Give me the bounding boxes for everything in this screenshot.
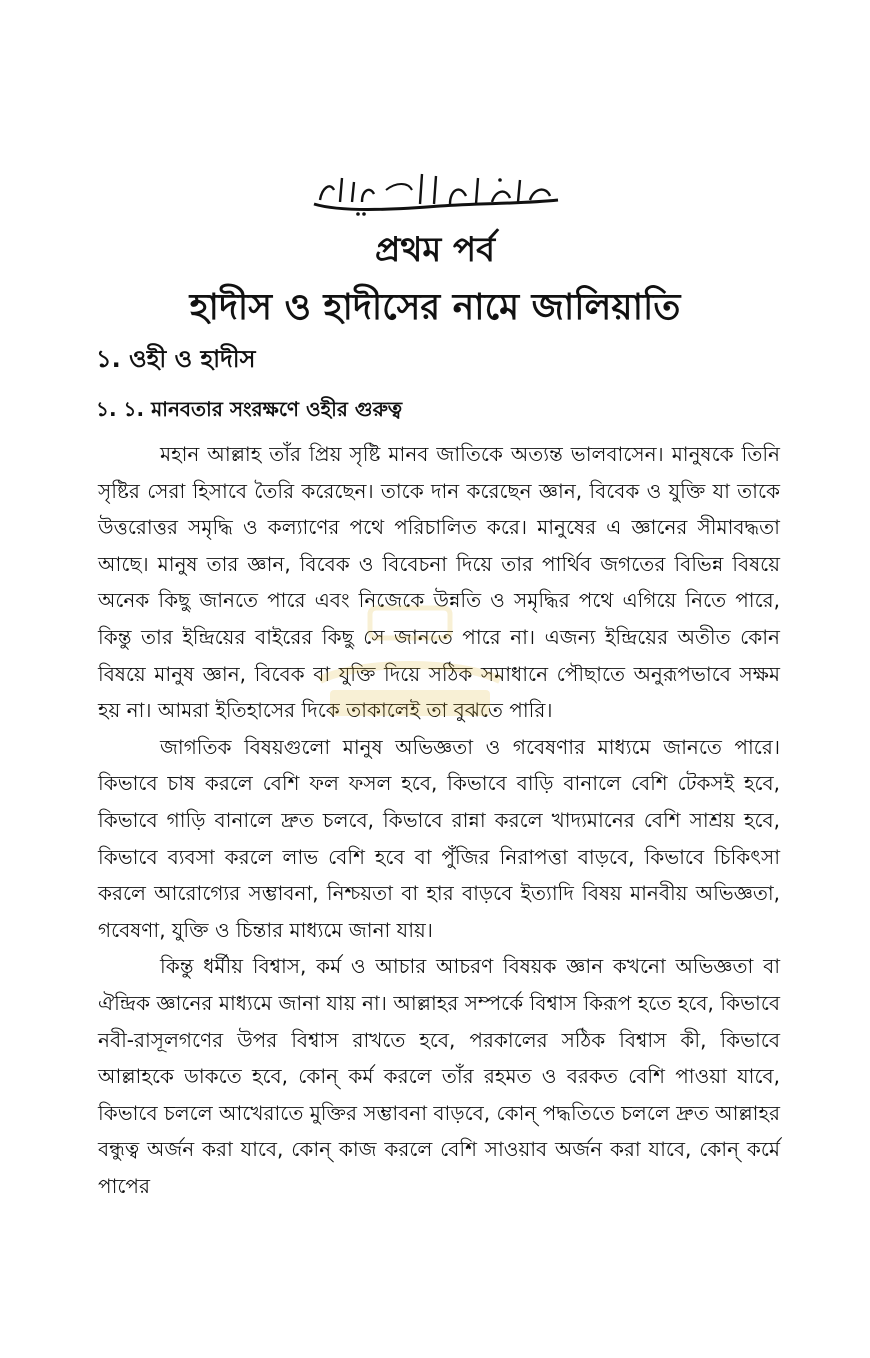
part-title: প্রথম পর্ব (374, 230, 496, 270)
body-text (98, 436, 780, 1204)
subsection-heading: ১. ১. মানবতার সংরক্ষণে ওহীর গুরুত্ব (96, 397, 403, 421)
chapter-title: হাদীস ও হাদীসের নামে জালিয়াতি (189, 287, 681, 328)
paragraph-2: জাগতিক বিষয়গুলো মানুষ অভিজ্ঞতা ও গবেষণার মাধ্যমে জানতে পারে। কিভাবে চাষ করলে বেশি ফল ফসল হবে, কিভাবে বাড়ি বানালে বেশি টেকসই হবে, কিভাবে গাড়ি বানালে দ্রুত চলবে, কিভাবে রান্না করলে খাদ্যমানের বেশি সাশ্রয় হবে, কিভাবে ব্যবসা করলে লাভ বেশি হবে বা পুঁজির নিরাপত্তা বাড়বে, কিভাবে চিকিৎসা করলে আরোগ্যের সম্ভাবনা, নিশ্চয়তা বা হার বাড়বে ইত্যাদি বিষয় মানবীয় অভিজ্ঞতা, গবেষণা, যুক্তি ও চিন্তার মাধ্যমে জানা যায়। (98, 734, 780, 942)
bismillah-calligraphy-icon (300, 160, 570, 220)
paragraph-3: কিন্তু ধর্মীয় বিশ্বাস, কর্ম ও আচার আচরণ বিষয়ক জ্ঞান কখনো অভিজ্ঞতা বা ঐন্দ্রিক জ্ঞানের মাধ্যমে জানা যায় না। আল্লাহর সম্পর্কে বিশ্বাস কিরূপ হতে হবে, কিভাবে নবী-রাসূলগণের উপর বিশ্বাস রাখতে হবে, পরকালের সঠিক বিশ্বাস কী, কিভাবে আল্লাহকে ডাকতে হবে, কোন্ কর্ম করলে তাঁর রহমত ও বরকত বেশি পাওয়া যাবে, কিভাবে চললে আখেরাতে মুক্তির সম্ভাবনা বাড়বে, কোন্ পদ্ধতিতে চললে দ্রুত আল্লাহর বন্ধুত্ব অর্জন করা যাবে, কোন্ কাজ করলে বেশি সাওয়াব অর্জন করা যাবে, কোন্ কর্মে পাপের (98, 954, 780, 1198)
paragraph-1: মহান আল্লাহ তাঁর প্রিয় সৃষ্টি মানব জাতিকে অত্যন্ত ভালবাসেন। মানুষকে তিনি সৃষ্টির সেরা হিসাবে তৈরি করেছেন। তাকে দান করেছেন জ্ঞান, বিবেক ও যুক্তি যা তাকে উত্তরোত্তর সমৃদ্ধি ও কল্যাণের পথে পরিচালিত করে। মানুষের এ জ্ঞানের সীমাবদ্ধতা আছে। মানুষ তার জ্ঞান, বিবেক ও বিবেচনা দিয়ে তার পার্থিব জগতের বিভিন্ন বিষয়ে অনেক কিছু জানতে পারে এবং নিজেকে উন্নতি ও সমৃদ্ধির পথে এগিয়ে নিতে পারে, কিন্তু তার ইন্দ্রিয়ের বাইরের কিছু সে জানতে পারে না। এজন্য ইন্দ্রিয়ের অতীত কোন বিষয়ে মানুষ জ্ঞান, বিবেক বা যুক্তি দিয়ে সঠিক সমাধানে পৌছাতে অনুরূপভাবে সক্ষম হয় না। আমরা ইতিহাসের দিকে তাকালেই তা বুঝতে পারি। (98, 442, 780, 723)
section-heading: ১. ওহী ও হাদীস (96, 345, 256, 373)
